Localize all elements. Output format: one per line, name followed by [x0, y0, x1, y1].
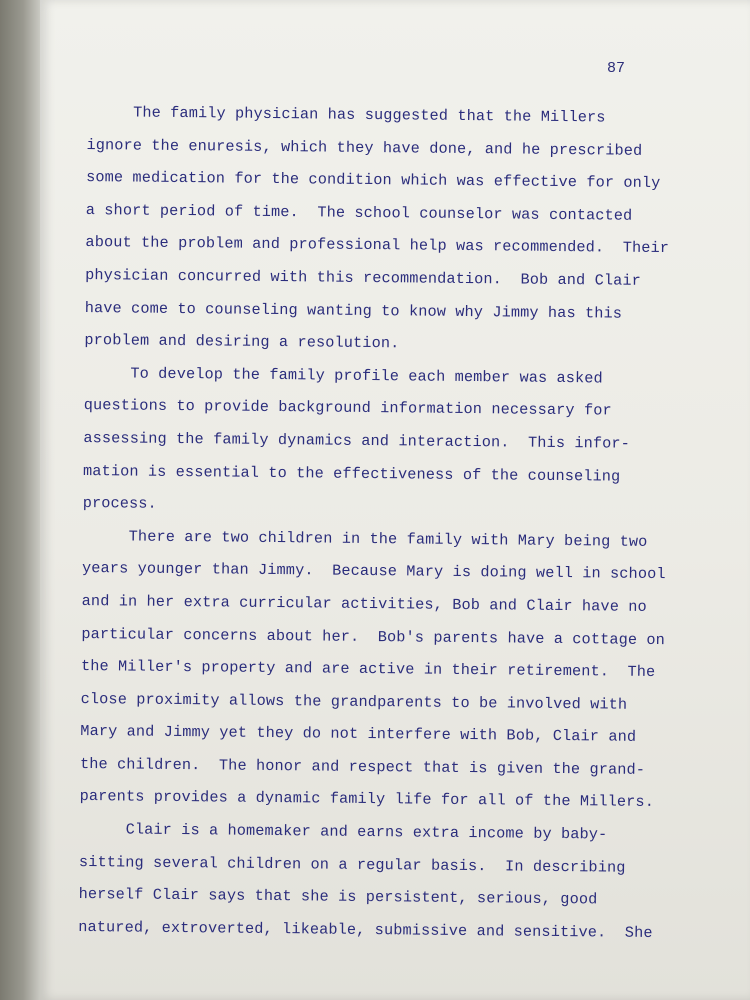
- text-line: some medication for the condition which was effective for only: [86, 168, 661, 193]
- paragraph: [79, 520, 692, 820]
- text-line: The family physician has suggested that the Millers: [86, 102, 606, 127]
- text-line: assessing the family dynamics and interaction. This infor-: [83, 428, 631, 453]
- text-line: process.: [82, 494, 157, 513]
- text-line: ignore the enuresis, which they have done, and he prescribed: [86, 135, 643, 160]
- paragraph: [83, 357, 695, 526]
- document-page: [40, 0, 750, 1000]
- text-line: years younger than Jimmy. Because Mary is doing well in school: [81, 559, 666, 584]
- text-line: and in her extra curricular activities, Bob and Clair have no: [81, 591, 647, 616]
- text-line: Mary and Jimmy yet they do not interfere with Bob, Clair and: [80, 722, 637, 747]
- text-line: questions to provide background information necessary for: [83, 396, 612, 420]
- body-text: [78, 96, 697, 950]
- text-line: particular concerns about her. Bob's parents have a cottage on: [81, 624, 666, 649]
- page-number: 87: [607, 60, 626, 77]
- paragraph: [84, 96, 697, 363]
- text-line: the Miller's property and are active in their retirement. The: [80, 657, 656, 682]
- text-line: sitting several children on a regular basis. In describing: [78, 852, 626, 877]
- text-line: natured, extroverted, likeable, submissive and sensitive. She: [78, 917, 653, 942]
- text-line: a short period of time. The school counselor was contacted: [85, 200, 633, 225]
- text-line: herself Clair says that she is persistent, serious, good: [78, 885, 598, 909]
- text-line: mation is essential to the effectiveness of the counseling: [82, 461, 621, 486]
- text-line: problem and desiring a resolution.: [84, 331, 400, 353]
- text-line: about the problem and professional help was recommended. Their: [85, 233, 670, 258]
- text-line: the children. The honor and respect that is given the grand-: [79, 754, 646, 779]
- book-binding-edge: [0, 0, 42, 1000]
- text-line: To develop the family profile each member was asked: [84, 363, 603, 388]
- paragraph: [78, 813, 689, 950]
- text-line: physician concurred with this recommendation. Bob and Clair: [85, 265, 642, 290]
- text-line: There are two children in the family with Mary being two: [82, 526, 648, 551]
- text-line: close proximity allows the grandparents to be involved with: [80, 689, 628, 714]
- text-line: Clair is a homemaker and earns extra income by baby-: [79, 820, 608, 844]
- text-line: parents provides a dynamic family life for all of the Millers.: [79, 787, 655, 812]
- text-line: have come to counseling wanting to know why Jimmy has this: [84, 298, 623, 323]
